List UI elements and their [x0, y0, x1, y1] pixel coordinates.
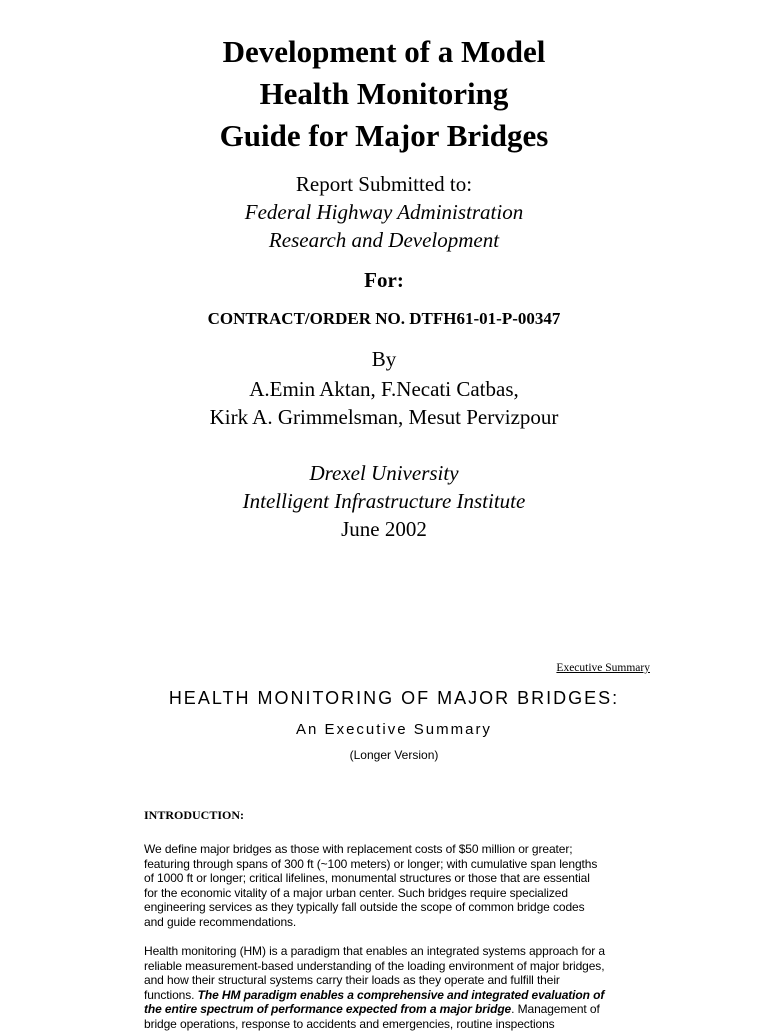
paragraph-line: and guide recommendations.	[144, 914, 297, 929]
summary-version: (Longer Version)	[349, 748, 439, 762]
intro-paragraph-2	[144, 944, 649, 1032]
report-date: June 2002	[341, 517, 427, 541]
summary-title: HEALTH MONITORING OF MAJOR BRIDGES:	[168, 688, 620, 708]
institute-name: Intelligent Infrastructure Institute	[242, 489, 526, 513]
report-title-line-1: Development of a Model	[222, 34, 546, 69]
authors-line-2: Kirk A. Grimmelsman, Mesut Pervizpour	[209, 405, 559, 429]
paragraph-line: featuring through spans of 300 ft (~100 meters) or longer; with cumulative span lengths	[144, 856, 598, 871]
paragraph-text: functions.	[144, 987, 198, 1002]
university-name: Drexel University	[309, 461, 459, 485]
paragraph-text: . Management of	[511, 1002, 600, 1017]
paragraph-line: Health monitoring (HM) is a paradigm that enables an integrated systems approach for a	[144, 944, 605, 958]
introduction-heading: INTRODUCTION:	[144, 808, 245, 822]
paragraph-line	[144, 1002, 649, 1017]
summary-subtitle: An Executive Summary	[296, 721, 492, 738]
paragraph-line: for the economic vitality of a major urban center. Such bridges require specialized	[144, 885, 568, 900]
contract-number: CONTRACT/ORDER NO. DTFH61-01-P-00347	[207, 309, 561, 328]
intro-paragraph-1	[144, 842, 649, 930]
paragraph-line: bridge operations, response to accidents and emergencies, routine inspections	[144, 1016, 555, 1031]
report-title-line-2: Health Monitoring	[259, 76, 509, 111]
paragraph-line: We define major bridges as those with replacement costs of $50 million or greater;	[144, 842, 573, 856]
report-title-line-3: Guide for Major Bridges	[219, 118, 549, 153]
paragraph-line	[144, 988, 649, 1003]
agency-name: Federal Highway Administration	[244, 200, 524, 224]
authors-line-1: A.Emin Aktan, F.Necati Catbas,	[249, 377, 519, 401]
executive-summary-header: Executive Summary	[556, 662, 650, 674]
paragraph-line: engineering services as they typically fall outside the scope of common bridge codes	[144, 900, 585, 915]
emphasized-text: the entire spectrum of performance expected from a major bridge	[144, 1002, 512, 1017]
paragraph-line: of 1000 ft or longer; critical lifelines, monumental structures or those that are essential	[144, 871, 590, 886]
agency-division: Research and Development	[268, 228, 500, 252]
submitted-to-label: Report Submitted to:	[295, 172, 473, 196]
paragraph-line: and how their structural systems carry their loads as they operate and fulfill their	[144, 973, 560, 988]
emphasized-text: The HM paradigm enables a comprehensive and integrated evaluation of	[197, 987, 605, 1002]
paragraph-line: reliable measurement-based understanding of the loading environment of major bridges,	[144, 958, 605, 973]
by-label: By	[371, 347, 397, 371]
for-label: For:	[364, 268, 404, 292]
